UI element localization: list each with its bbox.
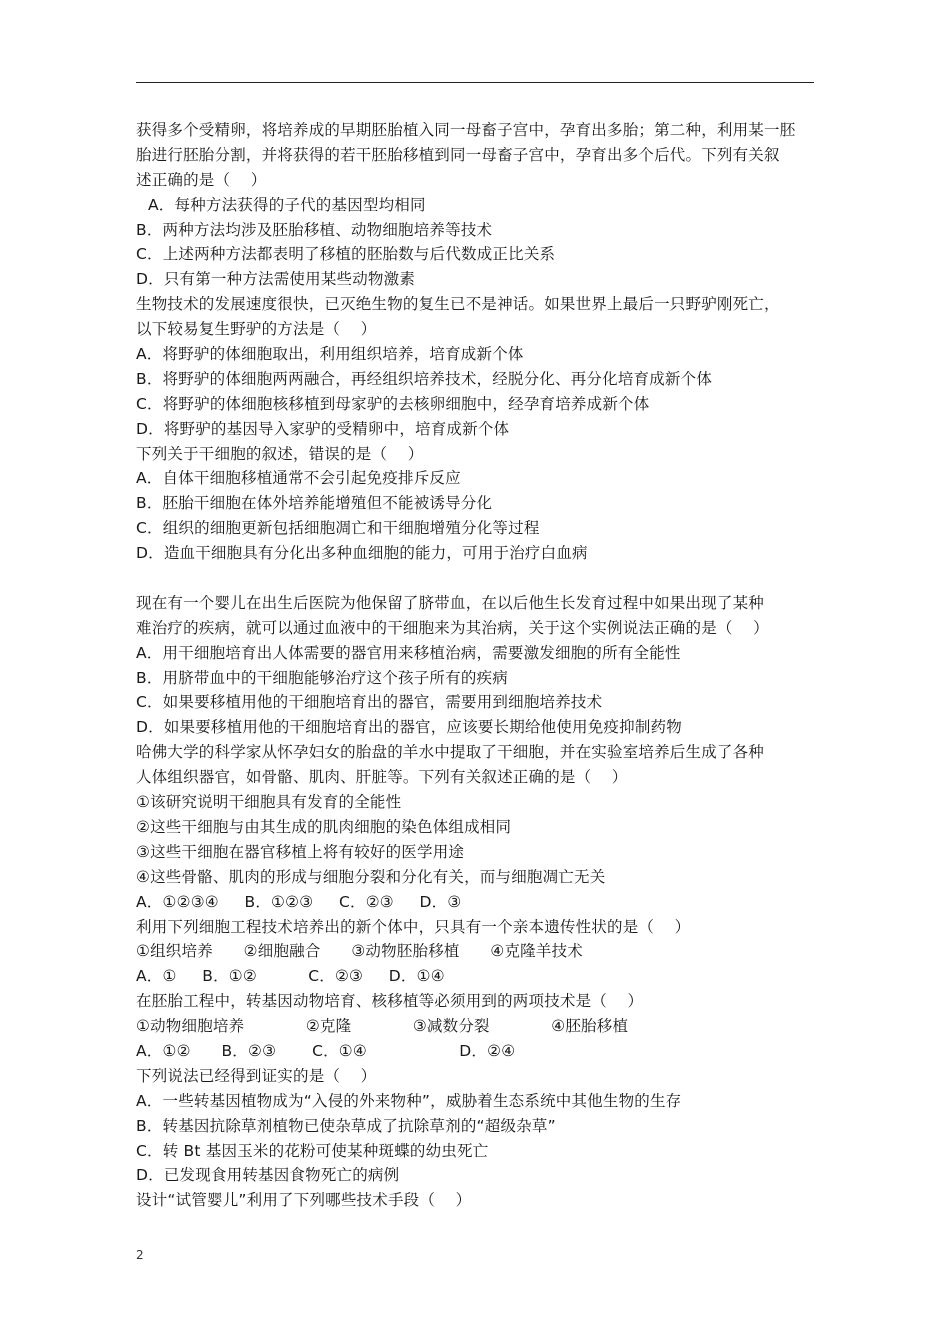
text-line: ①动物细胞培养 ②克隆 ③减数分裂 ④胚胎移植: [136, 1017, 629, 1036]
text-line: ④这些骨骼、肌肉的形成与细胞分裂和分化有关，而与细胞凋亡无关: [136, 867, 606, 886]
text-line: ①组织培养 ②细胞融合 ③动物胚胎移植 ④克隆羊技术: [136, 942, 583, 961]
text-line: C．上述两种方法都表明了移植的胚胎数与后代数成正比关系: [136, 245, 556, 264]
text-line: 在胚胎工程中，转基因动物培育、核移植等必须用到的两项技术是（ ）: [136, 992, 644, 1011]
text-line: A．① B．①② C．②③ D．①④: [136, 967, 445, 986]
text-line: ②这些干细胞与由其生成的肌肉细胞的染色体组成相同: [136, 817, 512, 836]
text-line: A．自体干细胞移植通常不会引起免疫排斥反应: [136, 469, 461, 488]
text-line: C．转 Bt 基因玉米的花粉可使某种斑蝶的幼虫死亡: [136, 1141, 489, 1160]
text-line: 现在有一个婴儿在出生后医院为他保留了脐带血，在以后他生长发育过程中如果出现了某种: [136, 593, 765, 612]
text-line: A．每种方法获得的子代的基因型均相同: [148, 195, 426, 214]
text-line: 胎进行胚胎分割，并将获得的若干胚胎移植到同一母畜子宫中，孕育出多个后代。下列有关叙: [136, 145, 780, 164]
text-line: 难治疗的疾病，就可以通过血液中的干细胞来为其治病，关于这个实例说法正确的是（ ）: [136, 618, 769, 637]
text-line: 述正确的是（ ）: [136, 170, 267, 189]
text-line: 获得多个受精卵，将培养成的早期胚胎植入同一母畜子宫中，孕育出多胎；第二种，利用某一胚: [136, 121, 796, 139]
text-line: D．只有第一种方法需使用某些动物激素: [136, 270, 416, 289]
header-rule: [136, 82, 814, 83]
text-line: B．将野驴的体细胞两两融合，再经组织培养技术，经脱分化、再分化培育成新个体: [136, 369, 713, 388]
text-line: 下列关于干细胞的叙述，错误的是（ ）: [136, 444, 424, 463]
text-line: D．已发现食用转基因食物死亡的病例: [136, 1166, 400, 1185]
text-line: C．组织的细胞更新包括细胞凋亡和干细胞增殖分化等过程: [136, 519, 540, 538]
text-line: 生物技术的发展速度很快，已灭绝生物的复生已不是神话。如果世界上最后一只野驴刚死亡，: [136, 295, 780, 314]
document-body: [136, 118, 826, 1213]
text-line: ①该研究说明干细胞具有发育的全能性: [136, 793, 402, 812]
text-line: 利用下列细胞工程技术培养出的新个体中，只具有一个亲本遗传性状的是（ ）: [136, 917, 691, 936]
text-line: A．用干细胞培育出人体需要的器官用来移植治病，需要激发细胞的所有全能性: [136, 643, 681, 662]
text-line: 设计“试管婴儿”利用了下列哪些技术手段（ ）: [136, 1191, 472, 1210]
text-line: B．用脐带血中的干细胞能够治疗这个孩子所有的疾病: [136, 668, 508, 687]
text-line: D．将野驴的基因导入家驴的受精卵中，培育成新个体: [136, 419, 510, 438]
text-line: B．两种方法均涉及胚胎移植、动物细胞培养等技术: [136, 220, 493, 239]
text-line: A．将野驴的体细胞取出，利用组织培养，培育成新个体: [136, 345, 524, 364]
text-line: B．胚胎干细胞在体外培养能增殖但不能被诱导分化: [136, 494, 493, 513]
text-line: C．如果要移植用他的干细胞培育出的器官，需要用到细胞培养技术: [136, 693, 603, 712]
text-line: C．将野驴的体细胞核移植到母家驴的去核卵细胞中，经孕育培养成新个体: [136, 394, 650, 413]
text-line: A．①② B．②③ C．①④ D．②④: [136, 1041, 516, 1060]
text-line: 哈佛大学的科学家从怀孕妇女的胎盘的羊水中提取了干细胞，并在实验室培养后生成了各种: [136, 743, 765, 762]
paragraph-gap: [136, 566, 826, 591]
page-number: 2: [136, 1248, 144, 1262]
text-line: 下列说法已经得到证实的是（ ）: [136, 1066, 377, 1085]
text-line: A．①②③④ B．①②③ C．②③ D．③: [136, 892, 462, 911]
text-line: 人体组织器官，如骨骼、肌肉、肝脏等。下列有关叙述正确的是（ ）: [136, 768, 628, 787]
text-line: B．转基因抗除草剂植物已使杂草成了抗除草剂的“超级杂草”: [136, 1116, 556, 1135]
text-line: 以下较易复生野驴的方法是（ ）: [136, 320, 377, 339]
text-line: A．一些转基因植物成为“入侵的外来物种”，威胁着生态系统中其他生物的生存: [136, 1091, 682, 1110]
text-line: ③这些干细胞在器官移植上将有较好的医学用途: [136, 842, 465, 861]
text-line: D．如果要移植用他的干细胞培育出的器官，应该要长期给他使用免疫抑制药物: [136, 718, 682, 737]
text-line: D．造血干细胞具有分化出多种血细胞的能力，可用于治疗白血病: [136, 544, 588, 563]
